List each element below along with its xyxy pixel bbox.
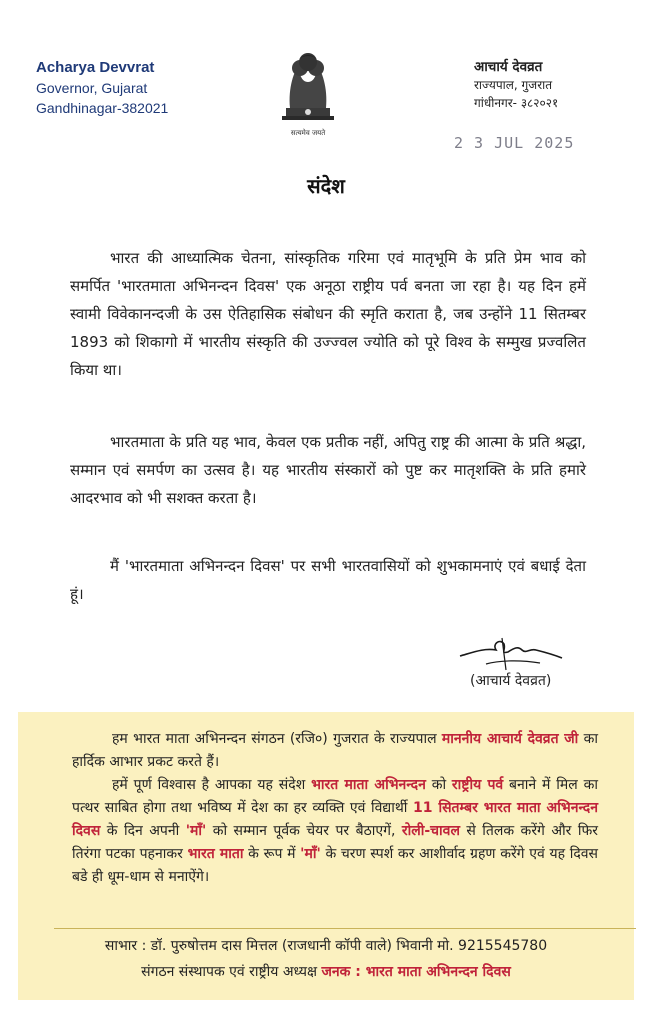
banner-credit-line: साभार : डॉ. पुरुषोत्तम दास मित्तल (राजधानी कॉपी वाले) भिवानी मो. 9215545780 [104,938,548,954]
emblem-motto: सत्यमेव जयते [290,129,326,137]
sender-address-english: Gandhinagar-382021 [36,100,169,116]
lion-capital-icon [276,48,340,128]
sender-designation-hindi: राज्यपाल, गुजरात [474,78,553,92]
letterhead-left [36,58,236,118]
banner-paragraph-1: हम भारत माता अभिनन्दन संगठन (रजि०) गुजरात के राज्यपाल माननीय आचार्य देवव्रत जी का हार्दिक आभार प्रकट करते हैं। [72,731,598,770]
letterhead-right [474,58,634,112]
sender-designation-english: Governor, Gujarat [36,80,148,96]
handwritten-signature [456,630,566,674]
sender-address-hindi: गांधीनगर- ३८२०२१ [474,96,559,110]
banner-paragraph-2: हमें पूर्ण विश्वास है आपका यह संदेश भारत माता अभिनन्दन को राष्ट्रीय पर्व बनाने में मिल का पत्थर साबित होगा तथा भविष्य में देश का हर व्यक्ति एवं विद्यार्थी 11 सितम्बर भारत माता अभिनन्दन दिवस के दिन अपनी 'माँ' को सम्मान पूर्वक चेयर पर बैठाएगें, रोली-चावल से तिलक करेंगे और फिर तिरंगा पटका पहनाकर भारत माता के रूप में 'माँ' के चरण स्पर्श कर आशीर्वाद ग्रहण करेंगे एवं यह दिवस बडे ही धूम-धाम से मनाऐंगे। [72,777,599,885]
sender-name-english: Acharya Devvrat [36,59,155,76]
date-stamp: 2 3 JUL 2025 [454,134,575,152]
highlight-governor-name: माननीय आचार्य देवव्रत जी [441,731,579,747]
sender-name-hindi: आचार्य देवव्रत [474,59,543,75]
signature-caption: (आचार्य देवव्रत) [470,673,552,689]
banner-divider [54,928,636,929]
message-paragraph-3: मैं 'भारतमाता अभिनन्दन दिवस' पर सभी भारतवासियों को शुभकामनाएं एवं बधाई देता हूं। [70,557,586,603]
appreciation-banner [18,712,634,1000]
message-paragraph-2: भारतमाता के प्रति यह भाव, केवल एक प्रतीक नहीं, अपितु राष्ट्र की आत्मा के प्रति श्रद्धा, सम्मान एवं समर्पण का उत्सव है। यह भारतीय संस्कारों को पुष्ट कर मातृशक्ति के प्रति हमारे आदरभाव को भी सशक्त करता है। [70,433,586,507]
document-title: संदेश [307,174,345,198]
message-paragraph-1: भारत की आध्यात्मिक चेतना, सांस्कृतिक गरिमा एवं मातृभूमि के प्रति प्रेम भाव को समर्पित 'भारतमाता अभिनन्दन दिवस' एक अनूठा राष्ट्रीय पर्व बनता जा रहा है। यह दिन हमें स्वामी विवेकानन्दजी के उस ऐतिहासिक संबोधन की स्मृति कराता है, जब उन्होंने 11 सितम्बर 1893 को शिकागो में भारतीय संस्कृति की उज्ज्वल ज्योति को पूरे विश्व के सम्मुख प्रज्वलित किया था। [70,249,586,379]
banner-founder-line: संगठन संस्थापक एवं राष्ट्रीय अध्यक्ष जनक : भारत माता अभिनन्दन दिवस [141,964,511,980]
national-emblem [276,48,340,140]
